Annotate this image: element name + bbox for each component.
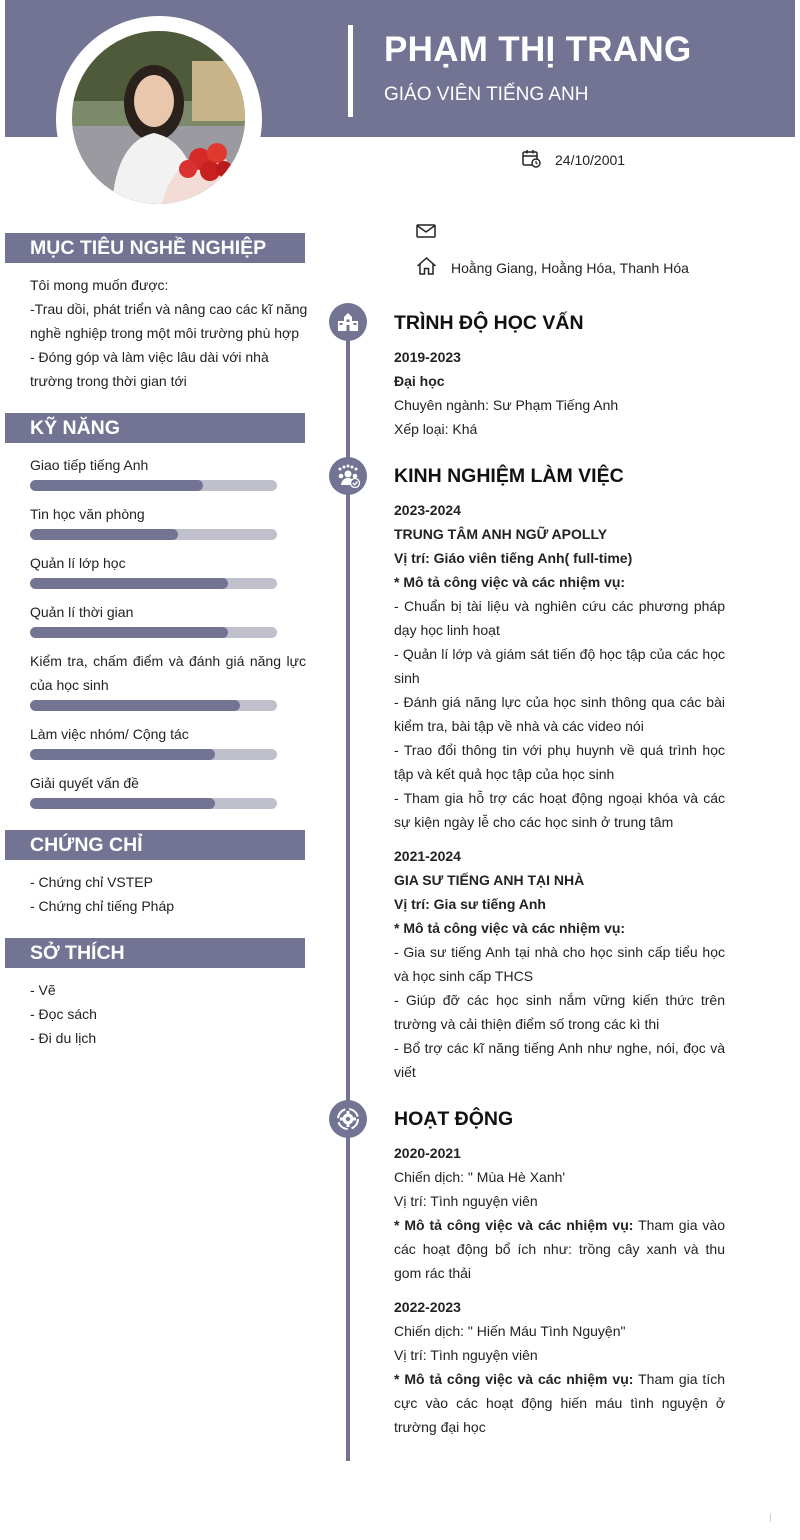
activity-role: Vị trí: Tình nguyện viên [394,1193,538,1209]
gear-cycle-icon [329,1100,367,1138]
hobbies-list [30,978,310,1050]
hobbies-heading: SỞ THÍCH [5,938,305,968]
activity-desc-label: * Mô tả công việc và các nhiệm vụ: [394,1371,634,1387]
activity-campaign: Chiến dịch: " Hiến Máu Tình Nguyện" [394,1323,626,1339]
objective-text [30,273,310,393]
job-task: - Đánh giá năng lực của học sinh thông qua các bài kiểm tra, bài tập về nhà và các video nói [394,694,725,734]
job-task: - Gia sư tiếng Anh tại nhà cho học sinh cấp tiểu học và học sinh cấp THCS [394,944,725,984]
home-icon [416,256,451,279]
skill-bar [30,578,277,589]
activity-desc [394,1213,725,1285]
job-task: - Quản lí lớp và giám sát tiến độ học tập của các học sinh [394,646,725,686]
experience-job [394,844,725,1084]
job-position: Vị trí: Gia sư tiếng Anh [394,896,546,912]
activity-period: 2022-2023 [394,1299,461,1315]
activity-role: Vị trí: Tình nguyện viên [394,1347,538,1363]
avatar [72,31,245,204]
address-value: Hoằng Giang, Hoằng Hóa, Thanh Hóa [451,259,689,276]
job-task: - Trao đổi thông tin với phụ huynh về quá trình học tập và kết quả học tập của học sinh [394,742,725,782]
job-period: 2021-2024 [394,848,461,864]
skill-bar [30,749,277,760]
objective-line: - Đóng góp và làm việc lâu dài với nhà trường trong thời gian tới [30,349,269,389]
skill-bar [30,700,277,711]
skill-label: Quản lí lớp học [30,555,126,571]
certificate-item: - Chứng chỉ tiếng Pháp [30,898,175,914]
job-position: Vị trí: Giáo viên tiếng Anh( full-time) [394,550,633,566]
candidate-job-title: GIÁO VIÊN TIẾNG ANH [384,84,589,105]
experience-heading: KINH NGHIỆM LÀM VIỆC [394,465,624,487]
certificates-list [30,870,310,918]
objective-line: -Trau dồi, phát triển và nâng cao các kĩ năng nghề nghiệp trong một môi trường phù hợp [30,301,308,341]
education-grade: Xếp loại: Khá [394,421,478,437]
objective-line: Tôi mong muốn được: [30,277,169,293]
job-period: 2023-2024 [394,502,461,518]
job-company: TRUNG TÂM ANH NGỮ APOLLY [394,526,608,542]
job-company: GIA SƯ TIẾNG ANH TẠI NHÀ [394,872,585,888]
skill-label: Quản lí thời gian [30,604,134,620]
activity-desc-text: Tham gia vào các hoạt động bổ ích như: trồng cây xanh và thu gom rác thải [394,1217,725,1281]
header-divider [348,25,353,117]
activity-desc-label: * Mô tả công việc và các nhiệm vụ: [394,1217,634,1233]
skill-label: Giải quyết vấn đề [30,775,139,791]
skill-bar-fill [30,798,215,809]
activity-item [394,1141,725,1285]
hobby-item: - Đi du lịch [30,1030,97,1046]
activities-heading: HOẠT ĐỘNG [394,1108,514,1130]
job-desc-label: * Mô tả công việc và các nhiệm vụ: [394,920,626,936]
education-period: 2019-2023 [394,349,461,365]
skill-bar-fill [30,627,228,638]
experience-job [394,498,725,834]
job-desc-label: * Mô tả công việc và các nhiệm vụ: [394,574,626,590]
address-row [416,256,689,279]
skill-bar-fill [30,749,215,760]
job-task: - Giúp đỡ các học sinh nắm vững kiến thức trên trường và cải thiện điểm số trong các kì thi [394,992,725,1032]
activity-period: 2020-2021 [394,1145,461,1161]
skill-bar-fill [30,529,178,540]
hobby-item: - Đọc sách [30,1006,97,1022]
candidate-name: PHẠM THỊ TRANG [384,30,692,69]
skills-heading: KỸ NĂNG [5,413,305,443]
envelope-icon [416,222,450,243]
education-block [394,345,725,441]
skill-label: Giao tiếp tiếng Anh [30,457,149,473]
team-check-icon [329,457,367,495]
certificate-item: - Chứng chỉ VSTEP [30,874,153,890]
education-degree: Đại học [394,373,445,389]
education-major: Chuyên ngành: Sư Phạm Tiếng Anh [394,397,619,413]
hobby-item: - Vẽ [30,982,56,998]
page-corner-mark [770,1514,771,1522]
calendar-icon [521,148,555,171]
activity-campaign: Chiến dịch: " Mùa Hè Xanh' [394,1169,566,1185]
skill-label: Kiểm tra, chấm điểm và đánh giá năng lực của học sinh [30,653,306,693]
email-row [416,222,450,243]
skill-label: Tin học văn phòng [30,506,145,522]
skill-bar [30,798,277,809]
skill-bar [30,627,277,638]
job-task: - Tham gia hỗ trợ các hoạt động ngoại khóa và các sự kiện ngày lễ cho các học sinh ở trung tâm [394,790,725,830]
activity-item [394,1295,725,1439]
skill-bar-fill [30,578,228,589]
birthday-value: 24/10/2001 [555,151,626,168]
skill-bar-fill [30,480,203,491]
skill-label: Làm việc nhóm/ Cộng tác [30,726,189,742]
school-building-icon [329,303,367,341]
certificates-heading: CHỨNG CHỈ [5,830,305,860]
skill-bar-fill [30,700,240,711]
activity-desc [394,1367,725,1439]
job-task: - Bổ trợ các kĩ năng tiếng Anh như nghe, nói, đọc và viết [394,1040,725,1080]
job-task: - Chuẩn bị tài liệu và nghiên cứu các phương pháp dạy học linh hoạt [394,598,725,638]
objective-heading: MỤC TIÊU NGHỀ NGHIỆP [5,233,305,263]
skill-bar [30,480,277,491]
education-heading: TRÌNH ĐỘ HỌC VẤN [394,312,584,334]
activity-desc-text: Tham gia tích cực vào các hoạt động hiến máu tình nguyện ở trường đại học [394,1371,725,1435]
birthday-row [521,148,625,171]
skill-bar [30,529,277,540]
